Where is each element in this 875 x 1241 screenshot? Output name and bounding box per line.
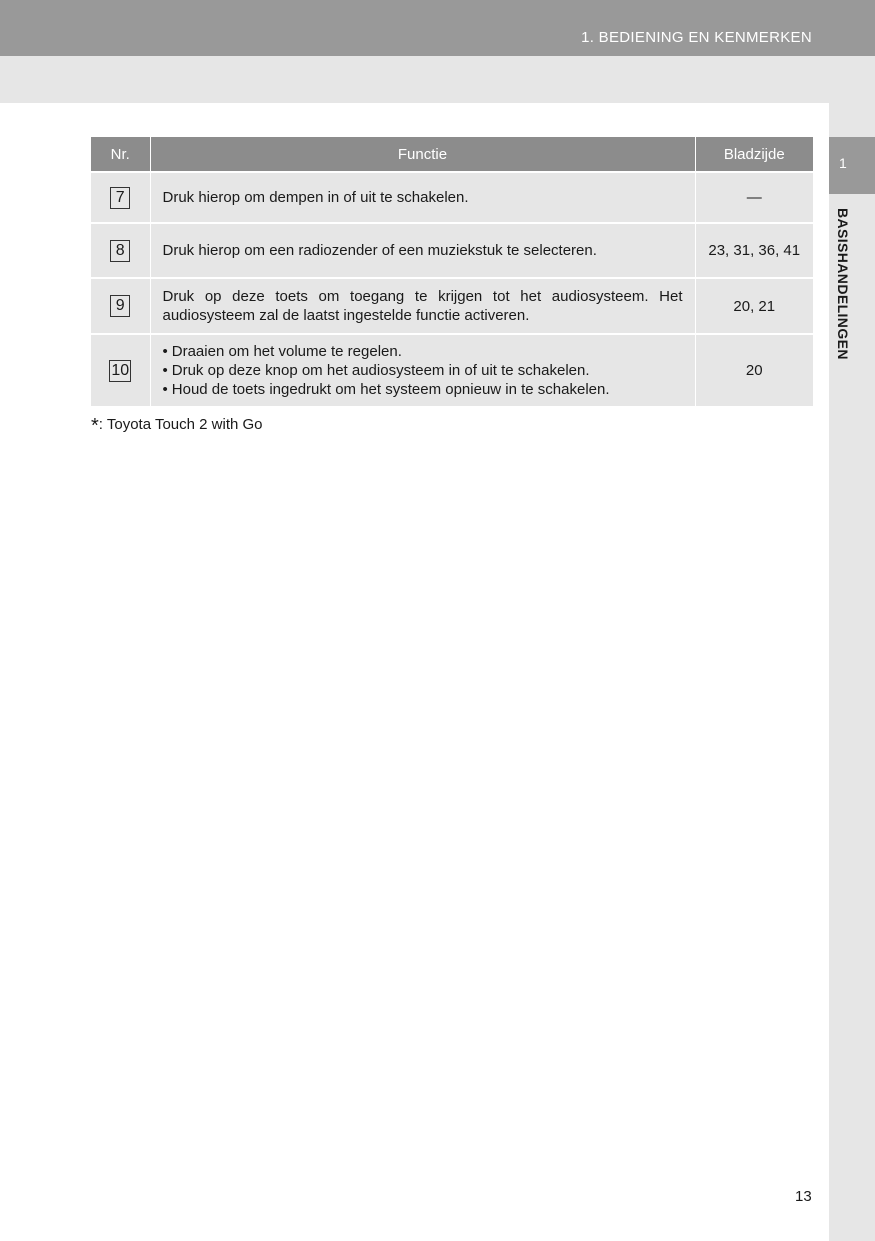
- table-row: [91, 278, 813, 334]
- function-cell: Druk op deze toets om toegang te krijgen tot het audiosysteem. Het audiosysteem zal de laatst ingestelde functie activeren.: [150, 278, 695, 334]
- section-label: BASISHANDELINGEN: [835, 208, 851, 360]
- column-header-function: Functie: [150, 137, 695, 172]
- row-number-badge: 9: [110, 295, 130, 317]
- function-cell: Druk hierop om een radiozender of een muziekstuk te selecteren.: [150, 223, 695, 278]
- page-cell: 20: [695, 334, 813, 406]
- footnote-marker: *: [91, 415, 99, 437]
- page-cell: —: [695, 172, 813, 223]
- table-row: [91, 334, 813, 406]
- column-header-page: Bladzijde: [695, 137, 813, 172]
- bullet-list: [163, 342, 683, 399]
- row-number-cell: [91, 172, 150, 223]
- row-number-cell: [91, 223, 150, 278]
- row-number-badge: 7: [110, 187, 130, 209]
- table-row: [91, 172, 813, 223]
- table-header-row: [91, 137, 813, 172]
- chapter-title: 1. BEDIENING EN KENMERKEN: [581, 29, 812, 46]
- function-table: [91, 137, 813, 406]
- bullet-item: • Houd de toets ingedrukt om het systeem opnieuw in te schakelen.: [163, 380, 683, 399]
- footnote-text: : Toyota Touch 2 with Go: [98, 416, 263, 433]
- bullet-item: • Druk op deze knop om het audiosysteem in of uit te schakelen.: [163, 361, 683, 380]
- top-header-bar: [0, 0, 875, 56]
- page-cell: 23, 31, 36, 41: [695, 223, 813, 278]
- page-number: 13: [795, 1188, 812, 1205]
- chapter-tab-number: 1: [839, 155, 847, 171]
- function-cell: [150, 334, 695, 406]
- chapter-tab: [829, 137, 875, 194]
- table-row: [91, 223, 813, 278]
- bullet-item: • Draaien om het volume te regelen.: [163, 342, 683, 361]
- page-cell: 20, 21: [695, 278, 813, 334]
- row-number-cell: [91, 278, 150, 334]
- column-header-nr: Nr.: [91, 137, 150, 172]
- row-number-badge: 8: [110, 240, 130, 262]
- footnote: [91, 415, 263, 438]
- row-number-badge: 10: [109, 360, 131, 382]
- function-cell: Druk hierop om dempen in of uit te schakelen.: [150, 172, 695, 223]
- row-number-cell: [91, 334, 150, 406]
- header-sub-band: [0, 56, 875, 103]
